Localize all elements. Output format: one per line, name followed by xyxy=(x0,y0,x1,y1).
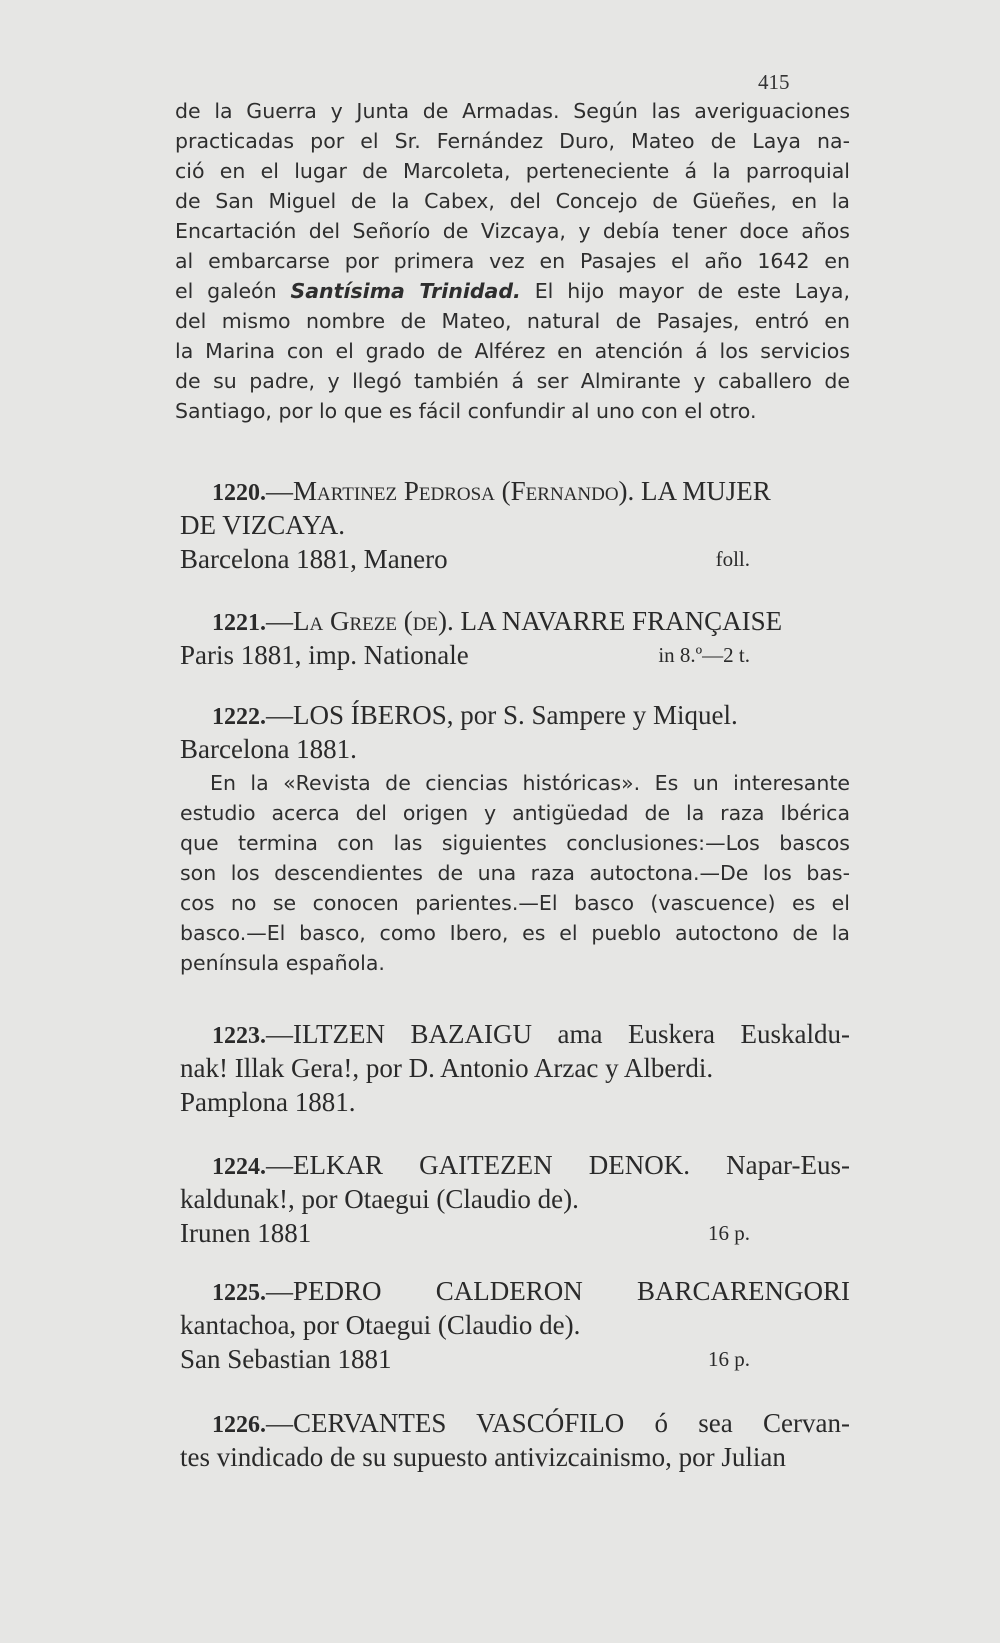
intro-line: de la Guerra y Junta de Armadas. Según las averiguaciones xyxy=(175,99,850,123)
entry-note xyxy=(180,768,850,978)
entry-heading xyxy=(180,474,850,508)
note-line: estudio acerca del origen y antigüedad de la raza Ibérica xyxy=(180,801,850,825)
entry-format: 16 p. xyxy=(708,1347,750,1371)
entry-number: 1224. xyxy=(212,1154,266,1180)
entry-author: —Martinez Pedrosa (Fernando). xyxy=(266,476,635,506)
intro-text: El hijo mayor de este Laya, xyxy=(520,279,850,303)
intro-line xyxy=(175,276,850,306)
entry-1226 xyxy=(180,1406,850,1474)
note-line: península española. xyxy=(180,951,385,975)
entry-imprint-row xyxy=(180,1216,850,1250)
ship-name: Santísima Trinidad. xyxy=(290,279,521,303)
entry-1224 xyxy=(180,1148,850,1250)
entry-imprint-row xyxy=(180,1342,850,1376)
entry-number: 1223. xyxy=(212,1023,266,1049)
entry-number: 1226. xyxy=(212,1412,266,1438)
intro-line: al embarcarse por primera vez en Pasajes el año 1642 en xyxy=(175,249,850,273)
entry-number: 1222. xyxy=(212,704,266,730)
entry-title: —CERVANTES VASCÓFILO ó sea Cervan- xyxy=(266,1408,850,1438)
note-line: cos no se conocen parientes.—El basco (vascuence) es el xyxy=(180,891,850,915)
entry-title: —PEDRO CALDERON BARCARENGORI xyxy=(266,1276,850,1306)
entry-number: 1225. xyxy=(212,1280,266,1306)
intro-line: de San Miguel de la Cabex, del Concejo de Güeñes, en la xyxy=(175,189,850,213)
entry-imprint: San Sebastian 1881 xyxy=(180,1344,392,1374)
entry-author: —La Greze (de). xyxy=(266,606,454,636)
entry-number: 1221. xyxy=(212,610,266,636)
entry-heading xyxy=(180,1274,850,1308)
entry-title: —ELKAR GAITEZEN DENOK. Napar-Eus- xyxy=(266,1150,850,1180)
entry-title-continued: DE VIZCAYA. xyxy=(180,510,346,540)
intro-line: la Marina con el grado de Alférez en atención á los servicios xyxy=(175,339,850,363)
note-line: son los descendientes de una raza autoctona.—De los bas- xyxy=(180,861,850,885)
intro-line: practicadas por el Sr. Fernández Duro, Mateo de Laya na- xyxy=(175,129,850,153)
entry-heading xyxy=(180,698,850,732)
intro-line: del mismo nombre de Mateo, natural de Pasajes, entró en xyxy=(175,309,850,333)
entry-heading xyxy=(180,1017,850,1051)
entry-heading xyxy=(180,1406,850,1440)
entry-title: —ILTZEN BAZAIGU ama Euskera Euskaldu- xyxy=(266,1019,850,1049)
intro-line: ció en el lugar de Marcoleta, perteneciente á la parroquial xyxy=(175,159,850,183)
entry-imprint: Pamplona 1881. xyxy=(180,1087,356,1117)
entry-1223 xyxy=(180,1017,850,1119)
intro-line: Santiago, por lo que es fácil confundir al uno con el otro. xyxy=(175,399,757,423)
intro-line: de su padre, y llegó también á ser Almirante y caballero de xyxy=(175,369,850,393)
entry-imprint: Barcelona 1881, Manero xyxy=(180,544,448,574)
intro-line: Encartación del Señorío de Vizcaya, y debía tener doce años xyxy=(175,219,850,243)
intro-paragraph xyxy=(175,96,850,426)
entry-1225 xyxy=(180,1274,850,1376)
note-line: basco.—El basco, como Ibero, es el pueblo autoctono de la xyxy=(180,921,850,945)
entry-1220 xyxy=(180,474,850,576)
entry-format: 16 p. xyxy=(708,1221,750,1245)
entry-title-continued: tes vindicado de su supuesto antivizcainismo, por Julian xyxy=(180,1442,786,1472)
entry-heading xyxy=(180,604,850,638)
entry-heading xyxy=(180,1148,850,1182)
entry-imprint: Barcelona 1881. xyxy=(180,734,357,764)
entry-number: 1220. xyxy=(212,480,266,506)
entry-title-continued: nak! Illak Gera!, por D. Antonio Arzac y Alberdi. xyxy=(180,1053,714,1083)
note-line: que termina con las siguientes conclusiones:—Los bascos xyxy=(180,831,850,855)
entry-imprint: Irunen 1881 xyxy=(180,1218,312,1248)
entry-title: LA MUJER xyxy=(634,476,771,506)
entry-1221 xyxy=(180,604,850,672)
entry-imprint: Paris 1881, imp. Nationale xyxy=(180,640,469,670)
note-line: En la «Revista de ciencias históricas». Es un interesante xyxy=(210,771,850,795)
entry-imprint-row xyxy=(180,638,850,672)
entry-title: LA NAVARRE FRANÇAISE xyxy=(453,606,783,636)
entry-title: —LOS ÍBEROS, por S. Sampere y Miquel. xyxy=(266,700,738,730)
entry-title-continued: kantachoa, por Otaegui (Claudio de). xyxy=(180,1310,581,1340)
entry-imprint-row xyxy=(180,542,850,576)
intro-text: el galeón xyxy=(175,279,291,303)
page-number: 415 xyxy=(758,70,790,94)
entry-format: in 8.º—2 t. xyxy=(658,643,750,667)
entry-1222 xyxy=(180,698,850,978)
entry-format: foll. xyxy=(715,547,750,571)
entry-title-continued: kaldunak!, por Otaegui (Claudio de). xyxy=(180,1184,579,1214)
